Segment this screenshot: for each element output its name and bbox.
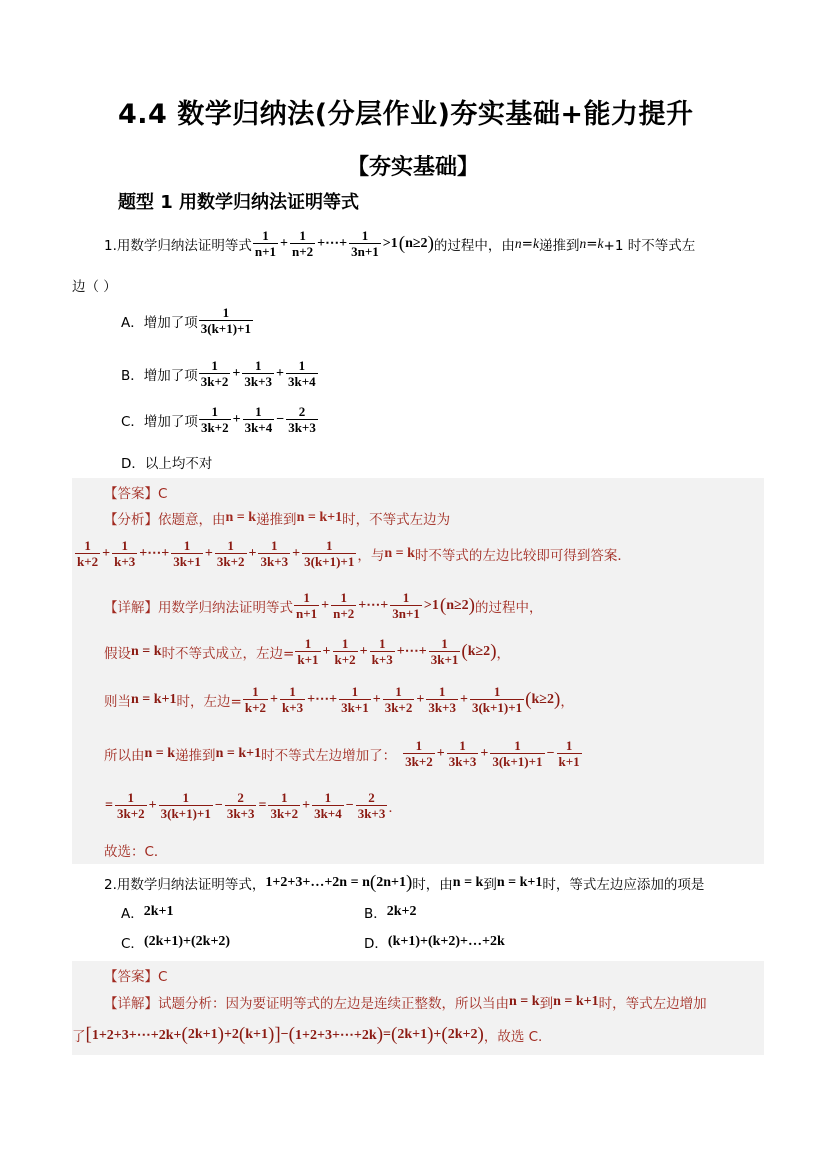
q1-option-b[interactable]: B．增加了项 $\frac{1}{3k+2}$ + $\frac{1}{3k+3}$ + $\frac{1}{3k+4}$ (121, 358, 316, 389)
q1-analysis: 【分析】 依题意，由 n = k 递推到 n = k+1 时，不等式左边为 (104, 510, 451, 528)
q1-answer: 【答案】C (104, 486, 168, 502)
q1-conclusion: 故选：C． (104, 844, 168, 860)
q2-answer: 【答案】C (104, 969, 168, 985)
q1-option-c[interactable]: C．增加了项 $\frac{1}{3k+2}$ + $\frac{1}{3k+4}$ − $\frac{2}{3k+3}$ (121, 404, 316, 435)
page-title: 4.4 数学归纳法(分层作业)夯实基础+能力提升 (118, 99, 694, 130)
q1-detail-line3: 则当 n = k+1 时，左边= $\frac{1}{k+2}$ + $\frac{1}{k+3}$ +⋯+ $\frac{1}{3k+1}$ + $\frac{1}{3k+2}$ + $\frac{1}{3k+3}$ + $\frac{1}{3(k+1)+1}$ ( k≥2 ) ， (104, 684, 574, 715)
section-heading: 【夯实基础】 (346, 155, 479, 180)
q1-detail-line4: 所以由 n = k 递推到 n = k+1 时不等式左边增加了： $\frac{1}{3k+2}$ + $\frac{1}{3k+3}$ + $\frac{1}{3(k+1)+1}$ − $\frac{1}{k+1}$ (104, 738, 580, 769)
q2-detail-line1: 【详解】 试题分析：因为要证明等式的左边是连续正整数，所以当由 n = k 到 n = k+1 时，等式左边增加 (104, 994, 707, 1012)
question-type-heading: 题型 1 用数学归纳法证明等式 (118, 192, 360, 213)
q1-detail-line5: = $\frac{1}{3k+2}$ + $\frac{1}{3(k+1)+1}$ − $\frac{2}{3k+3}$ = $\frac{1}{3k+2}$ + $\frac{1}{3k+4}$ − $\frac{2}{3k+3}$ ． (105, 790, 402, 821)
q2-detail-line2: 了 [ 1+2+3+⋯+2k+ ( 2k+1 ) +2 ( k+1 ) ] − ( 1+2+3+⋯+2k ) = ( 2k+1 ) + ( 2k+2 ) ，故选 C. (72, 1024, 543, 1045)
q2-option-c[interactable]: C． (2k+1)+(2k+2) (121, 934, 231, 952)
q1-detail-line2: 假设 n = k 时不等式成立，左边= $\frac{1}{k+1}$ + $\frac{1}{k+2}$ + $\frac{1}{k+3}$ +⋯+ $\frac{1}{3k+1}$ ( k≥2 ) ， (104, 636, 511, 667)
q1-option-d[interactable]: D．以上均不对 (121, 456, 213, 472)
q1-option-a[interactable]: A．增加了项 $\frac{1}{3(k+1)+1}$ (121, 305, 251, 336)
q1-analysis-expression: $\frac{1}{k+2}$ + $\frac{1}{k+3}$ +⋯+ $\frac{1}{3k+1}$ + $\frac{1}{3k+2}$ + $\frac{1}{3k+3}$ + $\frac{1}{3(k+1)+1}$ ，与 n = k 时不等式的左边比较即可得到答案． (77, 538, 631, 569)
q2-option-b[interactable]: B． 2k+2 (364, 904, 417, 922)
q2-option-d[interactable]: D． (k+1)+(k+2)+…+2k (364, 934, 505, 952)
q2-stem: 2.用数学归纳法证明等式， 1+2+3+…+2n = n ( 2n+1 ) 时，由 n = k 到 n = k+1 时，等式左边应添加的项是 (104, 872, 705, 893)
q1-prefix: 1.用数学归纳法证明等式 (104, 237, 252, 254)
q1-detail-line1: 【详解】 用数学归纳法证明等式 $\frac{1}{n+1}$ + $\frac{1}{n+2}$ +⋯+ $\frac{1}{3n+1}$ >1 ( n≥2 ) 的过程中， (104, 590, 543, 621)
q1-stem: 1.用数学归纳法证明等式 $\frac{1}{n+1}$ + $\frac{1}{n+2}$ +⋯+ $\frac{1}{3n+1}$ >1 ( n≥2 ) 的过程中，由 n = k 递推到 n = k +1 时不等式左 (104, 228, 696, 259)
q1-stem-line2: 边（ ） (72, 279, 117, 295)
q2-option-a[interactable]: A． 2k+1 (121, 904, 174, 922)
